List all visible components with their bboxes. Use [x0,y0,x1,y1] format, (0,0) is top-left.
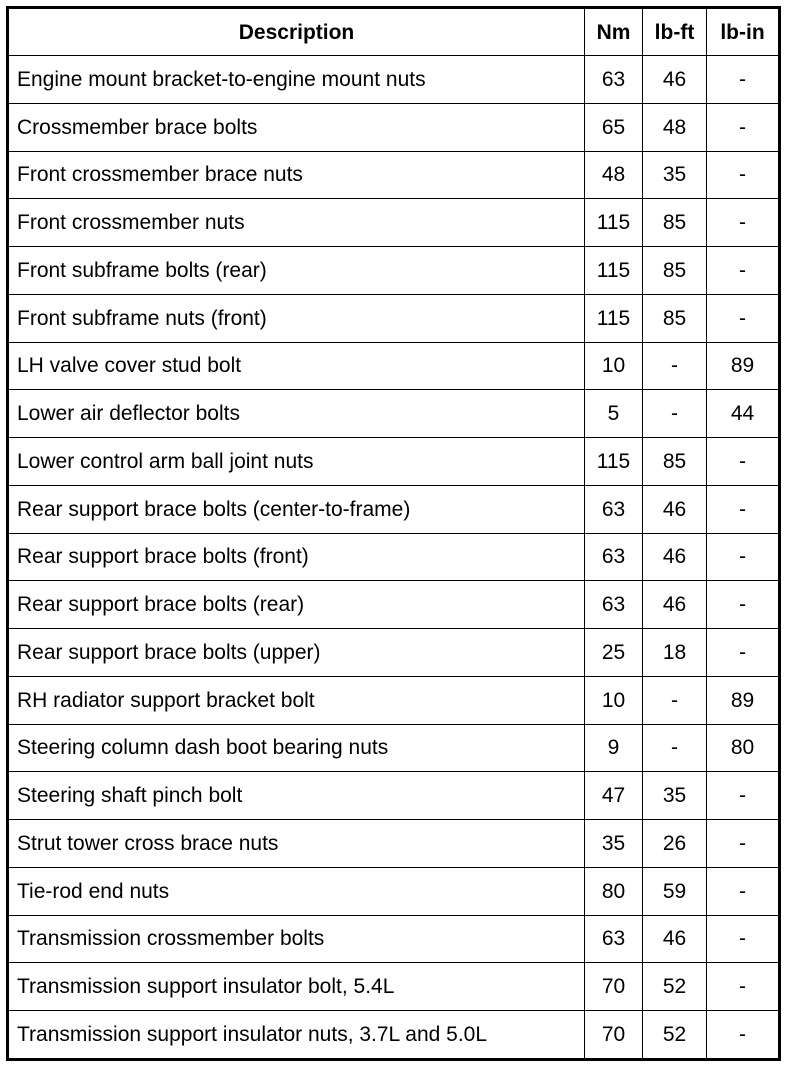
cell-description: Front crossmember brace nuts [8,151,585,199]
table-row [8,915,780,963]
cell-lb-ft: 46 [643,485,707,533]
cell-lb-in: - [707,1011,780,1060]
cell-description: Transmission crossmember bolts [8,915,585,963]
cell-lb-in: - [707,199,780,247]
cell-lb-in: - [707,820,780,868]
cell-nm: 80 [585,867,643,915]
cell-description: Lower air deflector bolts [8,390,585,438]
cell-lb-in: - [707,629,780,677]
table-body [8,56,780,1060]
cell-nm: 115 [585,294,643,342]
cell-nm: 63 [585,915,643,963]
cell-lb-ft: - [643,724,707,772]
cell-description: Rear support brace bolts (rear) [8,581,585,629]
cell-lb-in: - [707,247,780,295]
cell-description: Rear support brace bolts (front) [8,533,585,581]
cell-nm: 115 [585,438,643,486]
cell-lb-ft: 26 [643,820,707,868]
cell-nm: 10 [585,342,643,390]
table-row [8,581,780,629]
cell-nm: 63 [585,533,643,581]
table-row [8,1011,780,1060]
cell-nm: 63 [585,485,643,533]
cell-lb-in: 89 [707,676,780,724]
table-row [8,247,780,295]
cell-lb-ft: 59 [643,867,707,915]
header-description: Description [8,8,585,56]
table-row [8,342,780,390]
cell-description: Lower control arm ball joint nuts [8,438,585,486]
cell-description: Front subframe nuts (front) [8,294,585,342]
cell-lb-in: - [707,438,780,486]
table-row [8,151,780,199]
cell-lb-ft: 85 [643,294,707,342]
cell-nm: 63 [585,56,643,104]
cell-lb-ft: - [643,342,707,390]
header-lb-ft: lb-ft [643,8,707,56]
cell-description: Steering column dash boot bearing nuts [8,724,585,772]
cell-lb-in: - [707,294,780,342]
torque-specification-table [6,6,781,1061]
cell-lb-ft: 18 [643,629,707,677]
table-row [8,294,780,342]
cell-description: Strut tower cross brace nuts [8,820,585,868]
table-row [8,676,780,724]
cell-lb-ft: 46 [643,581,707,629]
cell-lb-ft: - [643,390,707,438]
cell-description: Steering shaft pinch bolt [8,772,585,820]
cell-lb-ft: 46 [643,56,707,104]
cell-lb-in: - [707,915,780,963]
cell-description: Crossmember brace bolts [8,103,585,151]
cell-description: Front crossmember nuts [8,199,585,247]
cell-lb-in: 44 [707,390,780,438]
cell-lb-in: - [707,151,780,199]
cell-description: Tie-rod end nuts [8,867,585,915]
cell-description: Transmission support insulator bolt, 5.4L [8,963,585,1011]
cell-description: Rear support brace bolts (upper) [8,629,585,677]
table-row [8,103,780,151]
cell-lb-in: - [707,103,780,151]
cell-lb-ft: 85 [643,199,707,247]
cell-description: Engine mount bracket-to-engine mount nuts [8,56,585,104]
cell-lb-in: - [707,867,780,915]
table-row [8,867,780,915]
cell-lb-in: 89 [707,342,780,390]
cell-lb-ft: 85 [643,247,707,295]
cell-lb-in: - [707,485,780,533]
cell-description: LH valve cover stud bolt [8,342,585,390]
cell-lb-ft: 46 [643,533,707,581]
cell-lb-ft: 52 [643,1011,707,1060]
cell-lb-ft: 85 [643,438,707,486]
table-row [8,56,780,104]
cell-nm: 10 [585,676,643,724]
cell-nm: 70 [585,963,643,1011]
table-row [8,390,780,438]
table-header-row [8,8,780,56]
cell-nm: 115 [585,247,643,295]
table-row [8,820,780,868]
cell-description: Front subframe bolts (rear) [8,247,585,295]
cell-nm: 5 [585,390,643,438]
cell-lb-in: - [707,56,780,104]
table-row [8,533,780,581]
cell-lb-in: 80 [707,724,780,772]
table-row [8,724,780,772]
cell-nm: 48 [585,151,643,199]
cell-lb-ft: 52 [643,963,707,1011]
header-lb-in: lb-in [707,8,780,56]
cell-nm: 63 [585,581,643,629]
table-row [8,629,780,677]
cell-description: Rear support brace bolts (center-to-frame) [8,485,585,533]
cell-lb-in: - [707,533,780,581]
cell-lb-ft: 48 [643,103,707,151]
cell-lb-in: - [707,581,780,629]
table-row [8,199,780,247]
cell-nm: 115 [585,199,643,247]
cell-nm: 65 [585,103,643,151]
table-row [8,772,780,820]
cell-description: Transmission support insulator nuts, 3.7L and 5.0L [8,1011,585,1060]
cell-description: RH radiator support bracket bolt [8,676,585,724]
cell-nm: 35 [585,820,643,868]
cell-lb-in: - [707,963,780,1011]
cell-nm: 9 [585,724,643,772]
header-nm: Nm [585,8,643,56]
table-row [8,963,780,1011]
cell-nm: 25 [585,629,643,677]
table-row [8,485,780,533]
cell-lb-in: - [707,772,780,820]
cell-lb-ft: 35 [643,772,707,820]
table-row [8,438,780,486]
cell-nm: 47 [585,772,643,820]
cell-nm: 70 [585,1011,643,1060]
cell-lb-ft: 46 [643,915,707,963]
cell-lb-ft: 35 [643,151,707,199]
cell-lb-ft: - [643,676,707,724]
